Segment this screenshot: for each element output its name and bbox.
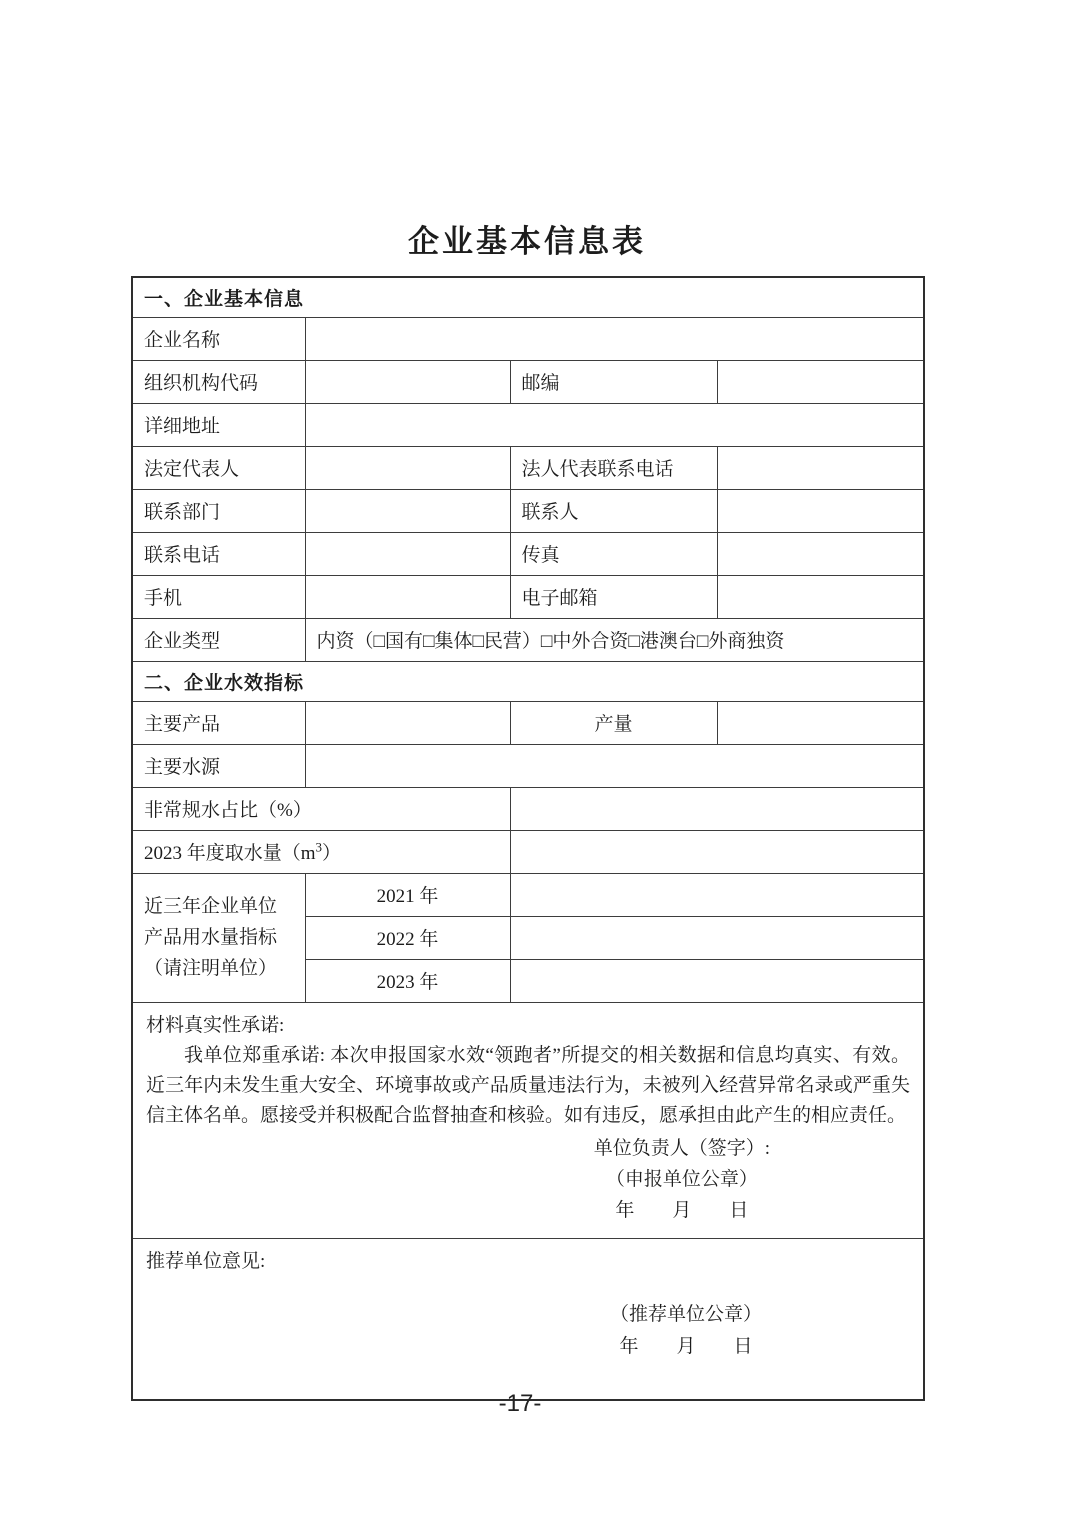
water-intake-label-suffix: ） [322, 843, 342, 864]
water-intake-label-prefix: 2023 年度取水量（m [144, 843, 316, 864]
table-row [132, 489, 924, 532]
year-2022-label: 2022 年 [305, 916, 510, 959]
legal-rep-phone-label: 法人代表联系电话 [510, 446, 717, 489]
three-year-label-line2: 产品用水量指标 [144, 927, 278, 948]
water-intake-2023-field [510, 830, 924, 873]
contact-phone-field [305, 532, 510, 575]
enterprise-type-label: 企业类型 [132, 618, 305, 661]
email-field [717, 575, 924, 618]
legal-rep-label: 法定代表人 [132, 446, 305, 489]
org-code-label: 组织机构代码 [132, 360, 305, 403]
commitment-date-label: 年 月 日 [615, 1199, 749, 1221]
table-row [132, 360, 924, 403]
document-page [131, 0, 923, 1401]
email-label: 电子邮箱 [510, 575, 717, 618]
legal-rep-field [305, 446, 510, 489]
address-field [305, 403, 924, 446]
table-row [132, 830, 924, 873]
commitment-title: 材料真实性承诺: [146, 1014, 285, 1036]
year-2021-label: 2021 年 [305, 873, 510, 916]
company-name-label: 企业名称 [132, 317, 305, 360]
postal-code-field [717, 360, 924, 403]
water-source-field [305, 744, 924, 787]
main-product-field [305, 701, 510, 744]
table-row [132, 403, 924, 446]
unconventional-water-label: 非常规水占比（%） [132, 787, 510, 830]
fax-field [717, 532, 924, 575]
table-row [132, 701, 924, 744]
contact-person-label: 联系人 [510, 489, 717, 532]
commitment-row [132, 1002, 924, 1238]
year-2023-label: 2023 年 [305, 959, 510, 1002]
table-row [132, 873, 924, 916]
commitment-signature-block [594, 1133, 770, 1226]
unconventional-water-field [510, 787, 924, 830]
section1-header: 一、企业基本信息 [132, 277, 924, 317]
table-row [132, 744, 924, 787]
section2-header-row [132, 661, 924, 701]
main-product-label: 主要产品 [132, 701, 305, 744]
postal-code-label: 邮编 [510, 360, 717, 403]
recommending-unit-seal-label: （推荐单位公章） [610, 1303, 763, 1325]
contact-dept-field [305, 489, 510, 532]
org-code-field [305, 360, 510, 403]
legal-rep-phone-field [717, 446, 924, 489]
address-label: 详细地址 [132, 403, 305, 446]
signer-label: 单位负责人（签字）: [593, 1137, 771, 1159]
three-year-indicator-label [132, 873, 305, 1002]
recommendation-signature-block [610, 1299, 762, 1363]
table-row [132, 575, 924, 618]
water-source-label: 主要水源 [132, 744, 305, 787]
table-row [132, 787, 924, 830]
recommendation-date-label: 年 月 日 [619, 1335, 753, 1357]
year-2021-field [510, 873, 924, 916]
commitment-cell [132, 1002, 924, 1238]
mobile-field [305, 575, 510, 618]
output-label: 产量 [510, 701, 717, 744]
company-name-field [305, 317, 924, 360]
section1-header-row [132, 277, 924, 317]
commitment-body: 我单位郑重承诺: 本次申报国家水效“领跑者”所提交的相关数据和信息均真实、有效。近三年内未发生重大安全、环境事故或产品质量违法行为，未被列入经营异常名录或严重失信主体名单。愿接受并积极配合监督抽查和核验。如有违反，愿承担由此产生的相应责任。 [146, 1044, 911, 1126]
section2-header: 二、企业水效指标 [132, 661, 924, 701]
enterprise-type-options: 内资（□国有□集体□民营）□中外合资□港澳台□外商独资 [305, 618, 924, 661]
recommendation-row [132, 1238, 924, 1400]
table-row [132, 446, 924, 489]
year-2023-field [510, 959, 924, 1002]
contact-person-field [717, 489, 924, 532]
contact-phone-label: 联系电话 [132, 532, 305, 575]
enterprise-info-table [131, 276, 925, 1401]
table-row [132, 317, 924, 360]
year-2022-field [510, 916, 924, 959]
output-field [717, 701, 924, 744]
recommendation-cell [132, 1238, 924, 1400]
table-row [132, 618, 924, 661]
three-year-label-line1: 近三年企业单位 [144, 896, 278, 917]
contact-dept-label: 联系部门 [132, 489, 305, 532]
water-intake-2023-label [132, 830, 510, 873]
table-row [132, 532, 924, 575]
page-number: -17- [498, 1390, 542, 1417]
three-year-label-line3: （请注明单位） [144, 958, 278, 979]
declaring-unit-seal-label: （申报单位公章） [605, 1168, 758, 1190]
mobile-label: 手机 [132, 575, 305, 618]
recommendation-title: 推荐单位意见: [146, 1250, 266, 1272]
page-title: 企业基本信息表 [408, 224, 646, 259]
fax-label: 传真 [510, 532, 717, 575]
water-intake-superscript: 3 [315, 839, 323, 855]
